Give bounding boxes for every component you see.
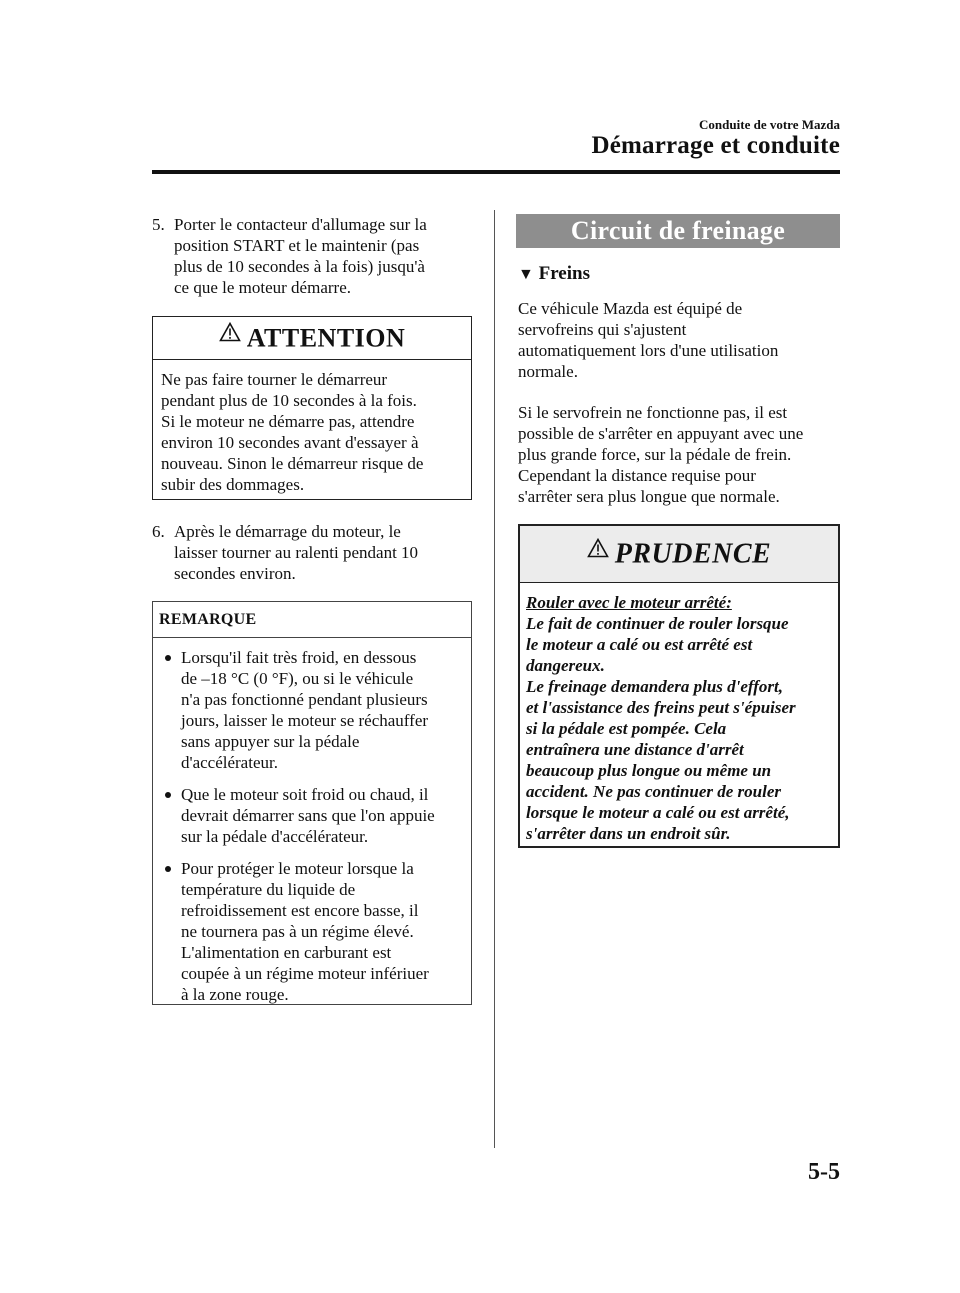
remarque-body xyxy=(153,638,471,1005)
bullet-line: sur la pédale d'accélérateur. xyxy=(181,827,369,846)
prudence-line: entraînera une distance d'arrêt xyxy=(526,740,744,759)
attention-box xyxy=(152,316,472,500)
bullet-line: devrait démarrer sans que l'on appuie xyxy=(181,806,435,825)
chapter-title: Conduite de votre Mazda xyxy=(699,117,840,132)
prudence-line: beaucoup plus longue ou même un xyxy=(526,761,772,780)
attention-header xyxy=(153,317,471,360)
attention-line: environ 10 secondes avant d'essayer à xyxy=(161,433,419,452)
attention-line: Si le moteur ne démarre pas, attendre xyxy=(161,412,415,431)
warning-triangle-icon xyxy=(587,526,609,582)
bullet-line: coupée à un régime moteur infériuer xyxy=(181,964,429,983)
paragraph-line: normale. xyxy=(518,362,578,381)
bullet-line: sans appuyer sur la pédale xyxy=(181,732,360,751)
remarque-title: REMARQUE xyxy=(159,611,257,628)
step-number: 6. xyxy=(152,522,165,541)
prudence-line: le moteur a calé ou est arrêté est xyxy=(526,635,753,654)
paragraph-line: Cependant la distance requise pour xyxy=(518,466,756,485)
bullet-dot xyxy=(165,866,171,872)
prudence-line: s'arrêter dans un endroit sûr. xyxy=(526,824,731,843)
prudence-line: Le fait de continuer de rouler lorsque xyxy=(526,614,789,633)
step-line: plus de 10 secondes à la fois) jusqu'à xyxy=(174,257,425,276)
prudence-header xyxy=(520,526,838,583)
step-5 xyxy=(152,214,472,298)
bullet-line: Que le moteur soit froid ou chaud, il xyxy=(181,785,429,804)
prudence-line: accident. Ne pas continuer de rouler xyxy=(526,782,781,801)
prudence-box xyxy=(518,524,840,848)
bullet-dot xyxy=(165,655,171,661)
remarque-bullet xyxy=(153,647,471,773)
section-title: Démarrage et conduite xyxy=(591,132,840,159)
step-line: secondes environ. xyxy=(174,564,296,583)
bullet-line: d'accélérateur. xyxy=(181,753,278,772)
paragraph-line: s'arrêter sera plus longue que normale. xyxy=(518,487,780,506)
bullet-line: n'a pas fonctionné pendant plusieurs xyxy=(181,690,428,709)
bullet-line: de –18 °C (0 °F), ou si le véhicule xyxy=(181,669,414,688)
step-line: position START et le maintenir (pas xyxy=(174,236,420,255)
paragraph-1 xyxy=(518,298,840,382)
remarque-header xyxy=(153,602,471,638)
prudence-lead: Rouler avec le moteur arrêté: xyxy=(526,593,732,612)
bullet-line: Pour protéger le moteur lorsque la xyxy=(181,859,414,878)
column-divider xyxy=(494,210,495,1148)
prudence-line: lorsque le moteur a calé ou est arrêté, xyxy=(526,803,790,822)
step-6 xyxy=(152,521,472,584)
bullet-line: Lorsqu'il fait très froid, en dessous xyxy=(181,648,417,667)
step-line: laisser tourner au ralenti pendant 10 xyxy=(174,543,419,562)
prudence-line: si la pédale est pompée. Cela xyxy=(526,719,727,738)
prudence-title: PRUDENCE xyxy=(614,538,772,570)
bullet-line: à la zone rouge. xyxy=(181,985,289,1004)
bullet-line: refroidissement est encore basse, il xyxy=(181,901,419,920)
attention-line: nouveau. Sinon le démarreur risque de xyxy=(161,454,424,473)
bullet-line: ne tournera pas à un régime élevé. xyxy=(181,922,414,941)
paragraph-line: plus grande force, sur la pédale de frein. xyxy=(518,445,792,464)
step-number: 5. xyxy=(152,215,165,234)
section-heading-bar: Circuit de freinage xyxy=(516,214,840,248)
attention-line: pendant plus de 10 secondes à la fois. xyxy=(161,391,417,410)
warning-triangle-icon xyxy=(219,317,241,359)
header-rule xyxy=(152,170,840,174)
remarque-bullet xyxy=(153,858,471,1005)
prudence-line: et l'assistance des freins peut s'épuiser xyxy=(526,698,796,717)
attention-line: Ne pas faire tourner le démarreur xyxy=(161,370,388,389)
paragraph-line: servofreins qui s'ajustent xyxy=(518,320,687,339)
remarque-bullet xyxy=(153,784,471,847)
step-line: Porter le contacteur d'allumage sur la xyxy=(174,215,427,234)
paragraph-line: Ce véhicule Mazda est équipé de xyxy=(518,299,743,318)
prudence-line: Le freinage demandera plus d'effort, xyxy=(526,677,784,696)
paragraph-line: Si le servofrein ne fonctionne pas, il est xyxy=(518,403,788,422)
bullet-line: jours, laisser le moteur se réchauffer xyxy=(181,711,429,730)
remarque-box xyxy=(152,601,472,1005)
prudence-line: dangereux. xyxy=(526,656,605,675)
bullet-line: L'alimentation en carburant est xyxy=(181,943,392,962)
bullet-line: température du liquide de xyxy=(181,880,356,899)
triangle-marker-icon: ▼ xyxy=(518,266,534,283)
paragraph-line: possible de s'arrêter en appuyant avec une xyxy=(518,424,804,443)
attention-title: ATTENTION xyxy=(246,323,406,353)
prudence-body xyxy=(520,583,838,844)
paragraph-line: automatiquement lors d'une utilisation xyxy=(518,341,779,360)
page-number: 5-5 xyxy=(808,1159,840,1185)
bullet-dot xyxy=(165,792,171,798)
step-line: Après le démarrage du moteur, le xyxy=(174,522,401,541)
attention-line: subir des dommages. xyxy=(161,475,305,494)
subsection-title: Freins xyxy=(538,263,590,284)
paragraph-2 xyxy=(518,402,840,507)
subsection-heading xyxy=(518,263,590,285)
attention-body xyxy=(153,360,471,495)
step-line: ce que le moteur démarre. xyxy=(174,278,351,297)
